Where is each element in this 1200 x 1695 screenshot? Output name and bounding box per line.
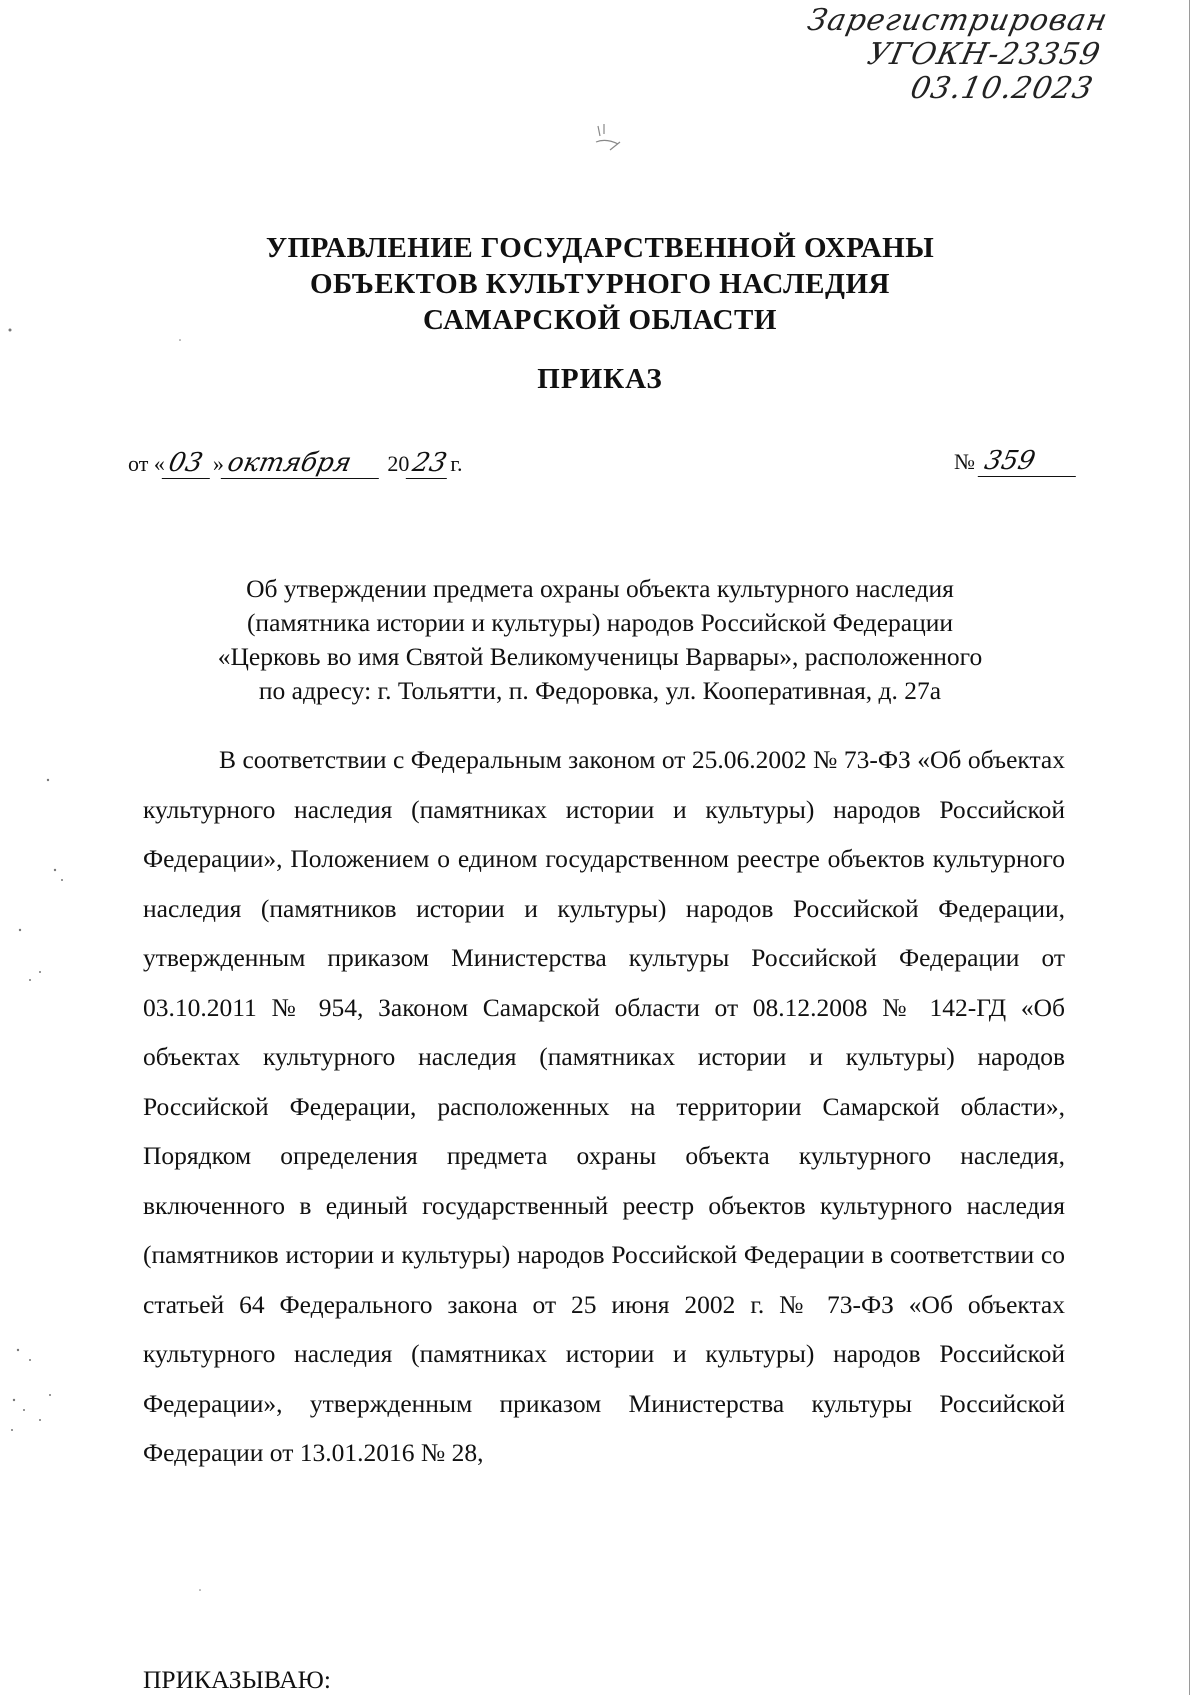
handwritten-registration-note [769,4,1111,106]
registration-line-2: УГОКН-23359 [864,37,1104,72]
date-line [128,448,462,479]
number-prefix: № [954,449,975,474]
document-subject [140,572,1060,708]
scan-artifact-mark [590,120,630,160]
date-year-prefix: 20 [387,451,410,476]
order-word: ПРИКАЗЫВАЮ: [143,1665,331,1694]
date-suffix: г. [450,451,463,476]
date-year-suffix: 23 [406,448,454,479]
subject-line-2: (памятника истории и культуры) народов Российской Федерации [246,608,954,637]
agency-line-2: ОБЪЕКТОВ КУЛЬТУРНОГО НАСЛЕДИЯ [310,268,890,300]
document-number: 359 [977,446,1082,477]
registration-line-3: 03.10.2023 [907,71,1097,106]
date-month: октября [221,448,386,479]
subject-line-4: по адресу: г. Тольятти, п. Федоровка, ул. Кооперативная, д. 27а [258,676,942,705]
number-line [954,446,1079,477]
date-prefix: от « [128,451,165,476]
document-type-title: ПРИКАЗ [537,363,663,395]
body-paragraph: В соответствии с Федеральным законом от 25.06.2002 № 73-ФЗ «Об объектах культурного наследия (памятниках истории и культуры) народов Российской Федерации», Положением о едином государственном реестре объектов культурного наследия (памятников истории и культуры) народов Российской Федерации, утвержденным приказом Министерства культуры Российской Федерации от 03.10.2011 № 954, Законом Самарской области от 08.12.2008 № 142-ГД «Об объектах культурного наследия (памятниках истории и культуры) народов Российской Федерации, расположенных на территории Самарской области», Порядком определения предмета охраны объекта культурного наследия, включенного в единый государственный реестр объектов культурного наследия (памятников истории и культуры) народов Российской Федерации в соответствии со статьей 64 Федерального закона от 25 июня 2002 г. № 73-ФЗ «Об объектах культурного наследия (памятниках истории и культуры) народов Российской Федерации», утвержденным приказом Министерства культуры Российской Федерации от 13.01.2016 № 28, [143,745,1065,1467]
agency-line-1: УПРАВЛЕНИЕ ГОСУДАРСТВЕННОЙ ОХРАНЫ [265,232,935,264]
agency-header [0,230,1200,338]
subject-line-1: Об утверждении предмета охраны объекта культурного наследия [246,574,954,603]
date-mid: » [212,451,224,476]
subject-line-3: «Церковь во имя Святой Великомученицы Варвары», расположенного [217,642,983,671]
registration-line-1: Зарегистрирован [804,3,1112,38]
agency-line-3: САМАРСКОЙ ОБЛАСТИ [423,304,777,336]
date-day: 03 [162,448,217,479]
